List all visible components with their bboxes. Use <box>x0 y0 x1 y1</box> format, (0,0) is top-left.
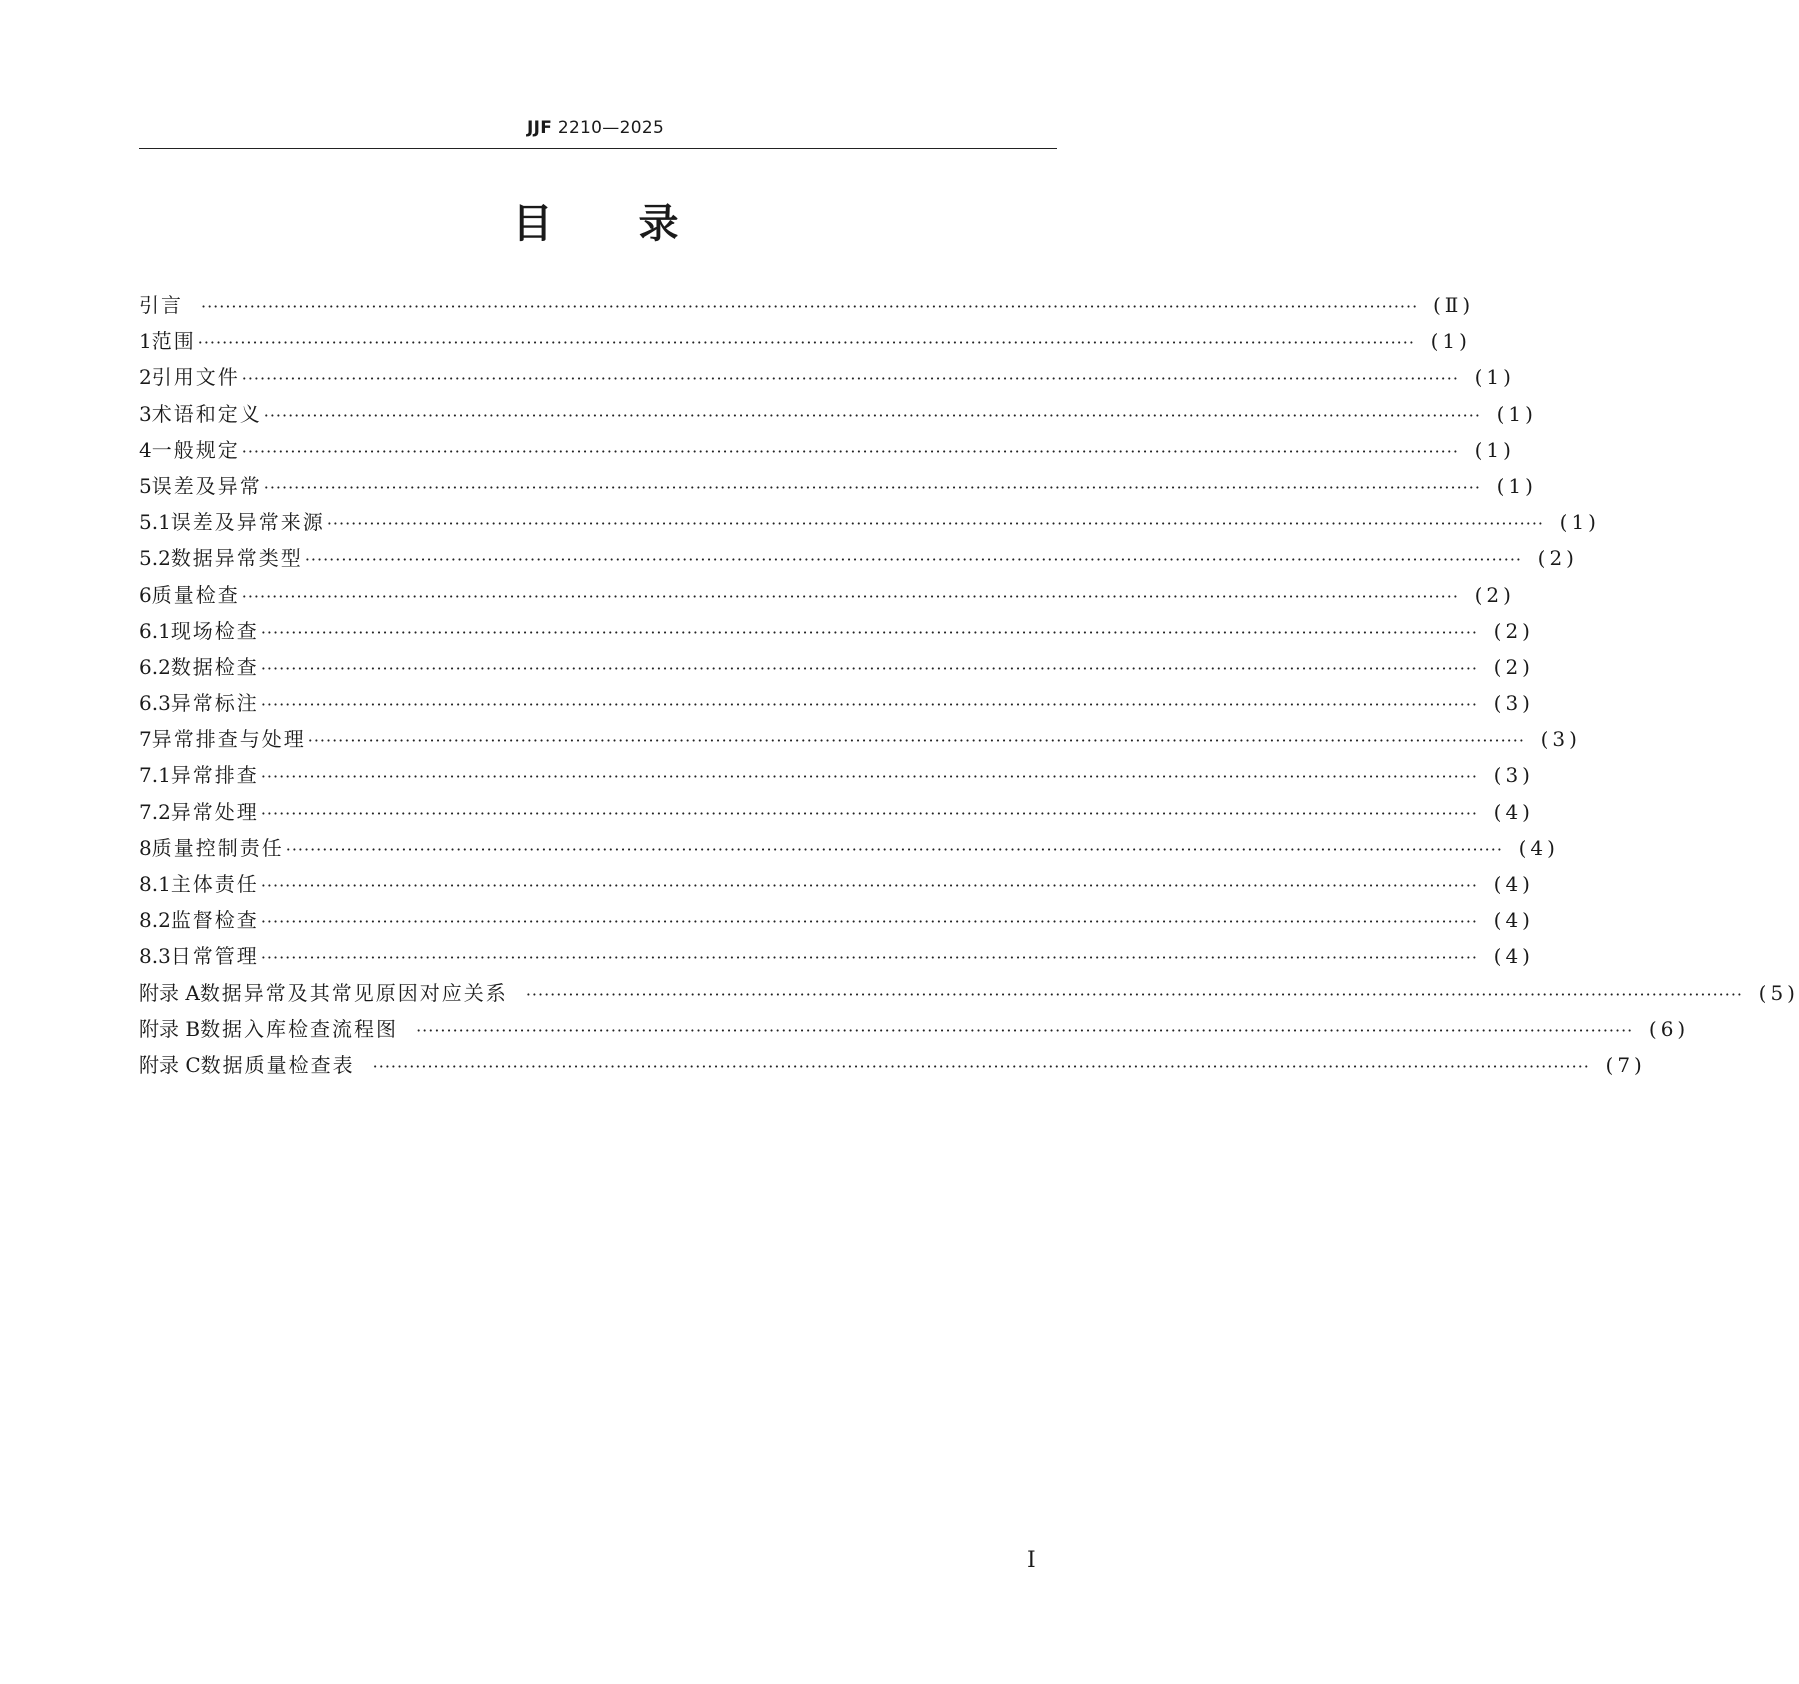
title-char-1: 目 <box>512 201 553 247</box>
toc-entry-number: 附录 A <box>139 980 200 1005</box>
toc-entry-page: (1) <box>1474 437 1515 462</box>
toc-entry[interactable] <box>139 1047 1646 1083</box>
toc-leader-dots: ········································································································································································································ <box>260 695 1478 715</box>
toc-entry-page: (4) <box>1493 908 1534 933</box>
toc-entry-label: 异常排查与处理 <box>151 727 306 752</box>
toc-leader-dots: ········································································································································································································ <box>260 912 1478 932</box>
toc-entry-page: (Ⅱ) <box>1432 293 1475 317</box>
page-number: Ⅰ <box>1027 1548 1036 1573</box>
toc-entry-page: (3) <box>1540 727 1581 752</box>
toc-entry-label: 数据异常及其常见原因对应关系 <box>199 980 508 1005</box>
toc-leader-dots: ········································································································································································································ <box>307 731 1525 751</box>
toc-entry-label: 日常管理 <box>170 944 259 969</box>
toc-entry[interactable] <box>139 504 1600 540</box>
toc-entry[interactable] <box>139 359 1515 395</box>
toc-entry[interactable] <box>139 613 1534 649</box>
toc-entry[interactable] <box>139 649 1534 685</box>
toc-entry-label: 引言 <box>139 293 183 317</box>
toc-entry-label: 术语和定义 <box>151 401 262 426</box>
toc-entry-page: (4) <box>1493 944 1534 969</box>
toc-entry[interactable] <box>139 540 1578 576</box>
toc-entry-page: (1) <box>1496 401 1537 426</box>
toc-entry-number: 7 <box>139 727 152 752</box>
toc-entry-number: 6 <box>139 582 152 607</box>
toc-entry-page: (6) <box>1648 1016 1690 1041</box>
toc-leader-dots: ········································································································································································································ <box>260 876 1478 895</box>
toc-entry[interactable] <box>139 287 1475 323</box>
toc-leader-dots: ········································································································································································································ <box>260 658 1478 678</box>
toc-leader-dots: ········································································································································································································ <box>201 297 1419 316</box>
toc-leader-dots: ········································································································································································································ <box>304 550 1522 570</box>
title-char-2: 录 <box>638 201 679 247</box>
toc-leader-dots: ········································································································································································································ <box>285 839 1503 859</box>
toc-entry[interactable] <box>139 1011 1690 1047</box>
toc-entry[interactable] <box>139 757 1534 793</box>
toc-entry[interactable] <box>139 323 1471 359</box>
toc-entry-page: (4) <box>1518 835 1559 860</box>
toc-entry-number: 6.2 <box>139 654 171 679</box>
toc-entry-page: (2) <box>1493 654 1534 679</box>
header-rule <box>139 148 1057 149</box>
toc-leader-dots: ········································································································································································································ <box>197 333 1415 353</box>
toc-entry[interactable] <box>139 721 1581 757</box>
toc-entry-page: (2) <box>1493 618 1534 643</box>
toc-entry-number: 6.1 <box>139 618 171 643</box>
toc-entry-label: 主体责任 <box>170 872 259 896</box>
toc-entry-label: 数据检查 <box>170 654 259 679</box>
toc-entry-number: 附录 B <box>139 1016 201 1041</box>
toc-leader-dots: ········································································································································································································ <box>326 514 1544 534</box>
toc-entry-page: (4) <box>1493 799 1534 824</box>
toc-leader-dots: ········································································································································································································ <box>372 1056 1590 1076</box>
toc-entry-label: 质量控制责任 <box>151 835 284 860</box>
toc-entry-page: (5) <box>1758 980 1799 1005</box>
toc-entry-number: 7.2 <box>139 799 171 824</box>
toc-leader-dots: ········································································································································································································ <box>241 586 1459 606</box>
standard-number: 2210—2025 <box>557 118 665 138</box>
toc-entry-label: 范围 <box>151 329 196 354</box>
toc-entry-number: 1 <box>139 329 152 354</box>
toc-entry-number: 5 <box>139 473 152 498</box>
toc-entry-page: (2) <box>1474 582 1515 607</box>
toc-entry[interactable] <box>139 938 1534 974</box>
running-header <box>0 118 1191 138</box>
toc-leader-dots: ········································································································································································································ <box>241 369 1459 389</box>
toc-leader-dots: ········································································································································································································ <box>263 405 1481 425</box>
toc-entry-label: 一般规定 <box>151 437 240 462</box>
toc-entry[interactable] <box>139 396 1537 432</box>
toc-entry-label: 监督检查 <box>170 908 259 933</box>
toc-leader-dots: ········································································································································································································ <box>260 948 1478 968</box>
toc-entry-number: 7.1 <box>139 763 171 788</box>
toc-entry-page: (3) <box>1493 691 1534 716</box>
toc-entry-number: 8.1 <box>139 872 171 896</box>
toc-entry-number: 4 <box>139 437 152 462</box>
toc-entry[interactable] <box>139 866 1534 902</box>
toc-entry[interactable] <box>139 432 1515 468</box>
toc-entry-label: 异常标注 <box>170 691 259 716</box>
toc-entry-page: (7) <box>1605 1052 1646 1077</box>
toc-entry-page: (4) <box>1493 872 1534 896</box>
toc-leader-dots: ········································································································································································································ <box>260 803 1478 823</box>
toc-entry-page: (2) <box>1537 546 1578 571</box>
toc-leader-dots: ········································································································································································································ <box>416 1020 1634 1040</box>
toc-entry[interactable] <box>139 685 1534 721</box>
toc-entry[interactable] <box>139 830 1559 866</box>
toc-entry-page: (1) <box>1430 329 1471 354</box>
table-of-contents <box>139 287 1799 1083</box>
toc-entry-number: 6.3 <box>139 691 171 716</box>
toc-leader-dots: ········································································································································································································ <box>525 984 1743 1004</box>
toc-entry-page: (3) <box>1493 763 1534 788</box>
toc-entry[interactable] <box>139 468 1537 504</box>
toc-entry-label: 数据质量检查表 <box>200 1052 355 1077</box>
toc-entry-label: 引用文件 <box>151 365 240 390</box>
toc-entry-number: 3 <box>139 401 152 426</box>
standard-code: JJF <box>526 118 553 138</box>
toc-entry-number: 附录 C <box>139 1052 201 1077</box>
toc-entry-label: 异常处理 <box>170 799 259 824</box>
toc-entry[interactable] <box>139 902 1534 938</box>
toc-entry-page: (1) <box>1496 473 1537 498</box>
toc-entry-page: (1) <box>1559 510 1600 535</box>
page-title <box>0 200 1191 248</box>
toc-leader-dots: ········································································································································································································ <box>263 477 1481 497</box>
toc-entry-label: 现场检查 <box>170 618 259 643</box>
toc-entry[interactable] <box>139 975 1799 1011</box>
toc-entry-number: 8.3 <box>139 944 171 969</box>
toc-leader-dots: ········································································································································································································ <box>241 441 1459 461</box>
toc-entry-number: 8.2 <box>139 908 171 933</box>
toc-entry-label: 异常排查 <box>170 763 259 788</box>
toc-entry-label: 误差及异常来源 <box>170 510 325 535</box>
toc-entry-number: 8 <box>139 835 152 860</box>
toc-entry-label: 数据入库检查流程图 <box>200 1016 399 1041</box>
toc-entry-page: (1) <box>1474 365 1515 390</box>
toc-entry-number: 2 <box>139 365 152 390</box>
toc-entry-number: 5.2 <box>139 546 171 571</box>
toc-entry-label: 质量检查 <box>151 582 240 607</box>
toc-leader-dots: ········································································································································································································ <box>260 622 1478 642</box>
toc-entry[interactable] <box>139 794 1534 830</box>
toc-entry-number: 5.1 <box>139 510 171 535</box>
toc-entry-label: 数据异常类型 <box>170 546 303 571</box>
toc-entry-label: 误差及异常 <box>151 473 262 498</box>
toc-entry[interactable] <box>139 577 1515 613</box>
toc-leader-dots: ········································································································································································································ <box>260 767 1478 787</box>
